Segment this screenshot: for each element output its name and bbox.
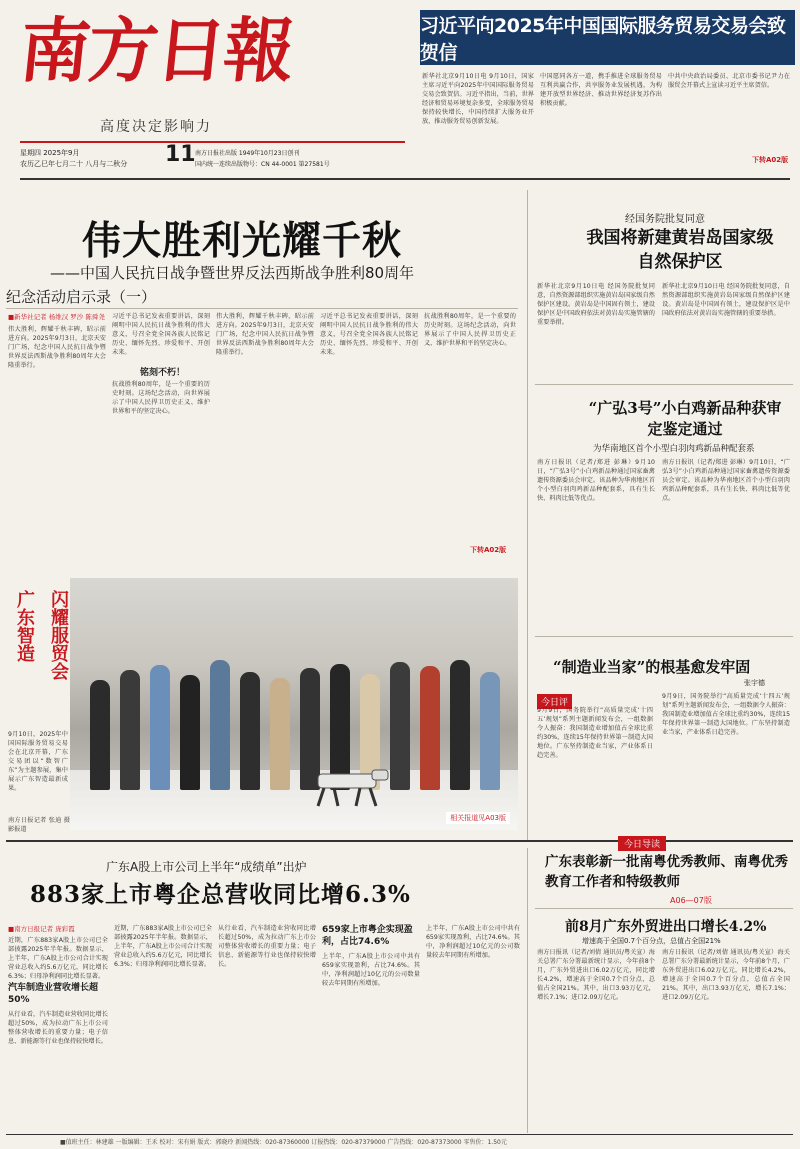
feature-jump[interactable]: 下转A02版 xyxy=(470,546,507,554)
feature-subhead-2: 纪念活动启示录（一） xyxy=(6,288,157,306)
top-story-body-3: 中共中央政治局委员、北京市委书记尹力在服贸会开幕式上宣读习近平主席贺信。 xyxy=(668,73,790,89)
feature-body-6: 抗战胜利80周年，是一个重要的历史时刻。这场纪念活动，向世界展示了中国人民捍卫历史正义、维护世界和平的坚定决心。 xyxy=(424,313,516,347)
photo-figure xyxy=(480,672,500,790)
chicken-body-1: 南方日报讯（记者/郑进 彭琳）9月10日，“广弘3号”小白鸡新品种通过国家畜禽遗传资源委员会审定。该品种为华南地区首个小型白羽肉鸡新品种配套系，具有生长快、料肉比低等优点。 xyxy=(537,459,655,502)
feature-body-3: 抗战胜利80周年，是一个重要的历史时刻。这场纪念活动，向世界展示了中国人民捍卫历史正义、维护世界和平的坚定决心。 xyxy=(112,381,210,415)
chicken-headline[interactable]: “广弘3号”小白鸡新品种获审定鉴定通过 xyxy=(588,399,782,438)
trade-body-2: 南方日报讯（记者/刘倩 通讯员/粤关宣）海关总署广东分署最新统计显示，今年前8个月，广东外贸进出口6.02万亿元，同比增长4.2%，增速高于全国0.7个百分点，总值占全国21%。其中，出口3.93万亿元，增长7.1%；进口2.09万亿元。 xyxy=(662,949,790,1001)
photo-jump[interactable]: 相关报道见A03版 xyxy=(446,812,510,824)
teachers-rule xyxy=(535,908,793,909)
listed-body-5: 上半年，广东A股上市公司中共有659家实现盈利，占比74.6%。其中，净利润超过10亿元的公司数量较去年同期有所增加。 xyxy=(322,953,420,987)
photo-figure xyxy=(180,675,200,790)
photo-figure xyxy=(90,680,110,790)
commentary-author: 张宇德 xyxy=(744,679,765,687)
conservation-body-1: 新华社北京9月10日电 经国务院批复同意，自然资源部组织实施黄岩岛国家级自然保护区建设。黄岩岛是中国固有领土，建设保护区是中国政府依法对黄岩岛实施管辖的重要举措。 xyxy=(537,283,655,326)
teachers-label: 今日导读 xyxy=(618,836,666,851)
lower-divider xyxy=(6,840,793,842)
publisher-line: 南方日报社出版 1949年10月23日创刊 xyxy=(195,150,300,157)
robot-dog-icon xyxy=(300,768,395,808)
listed-subhead-1: 汽车制造业营收增长超50% xyxy=(8,983,99,1005)
conservation-headline[interactable]: 我国将新建黄岩岛国家级自然保护区 xyxy=(586,228,774,272)
photo-figure xyxy=(150,665,170,790)
chicken-rule xyxy=(535,636,793,637)
page-footer: ■值班主任：林建雄 一版编辑：王禾 校对：宋有娟 版式：郭晓玲 新闻热线：020-87360000 订报热线：020-87379000 广告热线：020-87373000 零售价：1.50元 xyxy=(60,1139,507,1146)
photo-figure xyxy=(270,678,290,790)
feature-subhead: ——中国人民抗日战争暨世界反法西斯战争胜利80周年 xyxy=(50,264,415,282)
listed-body-6: 上半年，广东A股上市公司中共有659家实现盈利，占比74.6%。其中，净利润超过10亿元的公司数量较去年同期有所增加。 xyxy=(426,925,520,959)
top-story-jump[interactable]: 下转A02版 xyxy=(752,156,789,164)
photo-figure xyxy=(450,660,470,790)
photo-figure xyxy=(210,660,230,790)
listed-body-4: 从行业看，汽车制造业营收同比增长超过50%，成为拉动广东上市公司整体营收增长的重要力量；电子信息、新能源等行业也保持较快增长。 xyxy=(218,925,316,968)
feature-rule xyxy=(6,308,518,309)
lower-column-divider xyxy=(527,848,528,1133)
lunar-date: 农历乙巳年七月二十 八月与二秋分 xyxy=(20,160,128,168)
listed-headline[interactable]: 883家上市粤企总营收同比增6.3% xyxy=(30,881,411,908)
photo-caption: 9月10日，2025年中国国际服务贸易交易会在北京开幕，广东交易团以“数智广东”为主题参展，集中展示广东智造最新成果。 xyxy=(8,731,68,792)
trade-subhead: 增速高于全国0.7个百分点，总值占全国21% xyxy=(582,937,721,945)
masthead-rule xyxy=(20,141,405,143)
listed-byline: ■南方日报记者 庞彩霞 xyxy=(8,925,75,933)
section-divider xyxy=(20,178,790,180)
top-story-body-1: 新华社北京9月10日电 9月10日，国家主席习近平向2025年中国国际服务贸易交易会致贺信。习近平指出，当前，世界经济和贸易环境复杂多变，全球服务贸易保持较快增长，中国持续扩大服务业开放，推动服务贸易创新发展。 xyxy=(422,73,534,125)
commentary-label: 今日评 xyxy=(537,694,572,709)
date-line: 星期四 2025年9月 xyxy=(20,149,80,157)
conservation-rule xyxy=(535,384,793,385)
top-story-body-2: 中国愿同各方一道，携手推进全球服务贸易互利共赢合作，共享服务业发展机遇，为构建开放型世界经济、推动世界经济复苏作出积极贡献。 xyxy=(540,73,662,107)
photo-section-title-2: 广东智造 xyxy=(14,590,35,662)
masthead-slogan: 高度决定影响力 xyxy=(100,119,212,135)
publisher-block xyxy=(195,148,405,170)
feature-body-4: 伟大胜利，辉耀千秋丰碑，昭示前进方向。2025年9月3日，北京天安门广场，纪念中国人民抗日战争暨世界反法西斯战争胜利80周年大会隆重举行。 xyxy=(216,313,314,356)
top-story-banner[interactable]: 习近平向2025年中国国际服务贸易交易会致贺信 xyxy=(420,10,795,65)
conservation-body-2: 新华社北京9月10日电 经国务院批复同意，自然资源部组织实施黄岩岛国家级自然保护区建设。黄岩岛是中国固有领土，建设保护区是中国政府依法对黄岩岛实施管辖的重要举措。 xyxy=(662,283,790,317)
feature-body-1: 伟大胜利，辉耀千秋丰碑，昭示前进方向。2025年9月3日，北京天安门广场，纪念中国人民抗日战争暨世界反法西斯战争胜利80周年大会隆重举行。 xyxy=(8,326,106,369)
feature-inner-subtitle: 铭刻不朽！ xyxy=(140,368,186,378)
photo-figure xyxy=(420,666,440,790)
issn-line: 国内统一连续出版物号：CN 44-0001 第27581号 xyxy=(195,161,330,168)
commentary-headline[interactable]: “制造业当家”的根基愈发牢固 xyxy=(553,658,751,676)
trade-headline[interactable]: 前8月广东外贸进出口增长4.2% xyxy=(565,919,767,935)
column-divider xyxy=(527,190,528,840)
feature-body-2: 习近平总书记发表重要讲话，深刻阐明中国人民抗日战争胜利的伟大意义，号召全党全国各族人民铭记历史、缅怀先烈、珍爱和平、开创未来。 xyxy=(112,313,210,356)
feature-body-5: 习近平总书记发表重要讲话，深刻阐明中国人民抗日战争胜利的伟大意义，号召全党全国各族人民铭记历史、缅怀先烈、珍爱和平、开创未来。 xyxy=(320,313,418,356)
listed-body-3: 近期，广东883家A股上市公司已全部披露2025年半年报。数据显示，上半年，广东A股上市公司合计实现营业总收入约5.6万亿元，同比增长6.3%；归母净利润同比增长显著。 xyxy=(114,925,212,968)
listed-subhead-2: 659家上市粤企实现盈利，占比74.6% xyxy=(322,925,413,947)
teachers-headline[interactable]: 广东表彰新一批南粤优秀教师、南粤优秀教育工作者和特级教师 xyxy=(545,854,788,890)
newspaper-masthead: 南方日報 xyxy=(15,9,297,92)
footer-rule xyxy=(6,1134,793,1135)
chicken-body-2: 南方日报讯（记者/郑进 彭琳）9月10日，“广弘3号”小白鸡新品种通过国家畜禽遗传资源委员会审定。该品种为华南地区首个小型白羽肉鸡新品种配套系，具有生长快、料肉比低等优点。 xyxy=(662,459,790,502)
feature-byline: ■新华社记者 杨维汉 罗沙 陈舜尧 xyxy=(8,313,105,321)
photo-section-title: 闪耀服贸会 xyxy=(48,590,69,680)
commentary-body-2: 9月9日，国务院举行“高质量完成‘十四五’规划”系列主题新闻发布会，一组数据令人振奋：我国制造业增加值占全球比重约30%，连续15年保持世界第一制造大国地位。广东坚持制造业当家，产业体系日趋完善。 xyxy=(662,693,790,736)
commentary-body-1: 9月9日，国务院举行“高质量完成‘十四五’规划”系列主题新闻发布会，一组数据令人振奋：我国制造业增加值占全球比重约30%，连续15年保持世界第一制造大国地位。广东坚持制造业当家，产业体系日趋完善。 xyxy=(537,707,653,759)
listed-body-1: 近期，广东883家A股上市公司已全部披露2025年半年报。数据显示，上半年，广东A股上市公司合计实现营业总收入约5.6万亿元，同比增长6.3%；归母净利润同比增长显著。 xyxy=(8,937,108,980)
chicken-subhead: 为华南地区首个小型白羽肉鸡新品种配套系 xyxy=(593,444,755,454)
photo-figure xyxy=(120,670,140,790)
photo-side-column xyxy=(8,580,70,833)
trade-fair-photo[interactable] xyxy=(70,578,518,830)
trade-body-1: 南方日报讯（记者/刘倩 通讯员/粤关宣）海关总署广东分署最新统计显示，今年前8个月，广东外贸进出口6.02万亿元，同比增长4.2%，增速高于全国0.7个百分点，总值占全国21%。其中，出口3.93万亿元，增长7.1%；进口2.09万亿元。 xyxy=(537,949,655,1001)
photo-figure xyxy=(240,672,260,790)
listed-kicker: 广东A股上市公司上半年“成绩单”出炉 xyxy=(106,860,307,874)
feature-headline[interactable]: 伟大胜利光耀千秋 xyxy=(82,218,403,264)
issue-date-block xyxy=(20,148,170,170)
conservation-kicker: 经国务院批复同意 xyxy=(625,214,705,225)
teachers-page-ref[interactable]: A06—07版 xyxy=(670,896,712,905)
issue-day: 11 xyxy=(165,142,196,167)
photo-credit: 南方日报记者 张迪 摄影报道 xyxy=(8,817,70,833)
listed-body-2: 从行业看，汽车制造业营收同比增长超过50%，成为拉动广东上市公司整体营收增长的重要力量；电子信息、新能源等行业也保持较快增长。 xyxy=(8,1011,108,1045)
